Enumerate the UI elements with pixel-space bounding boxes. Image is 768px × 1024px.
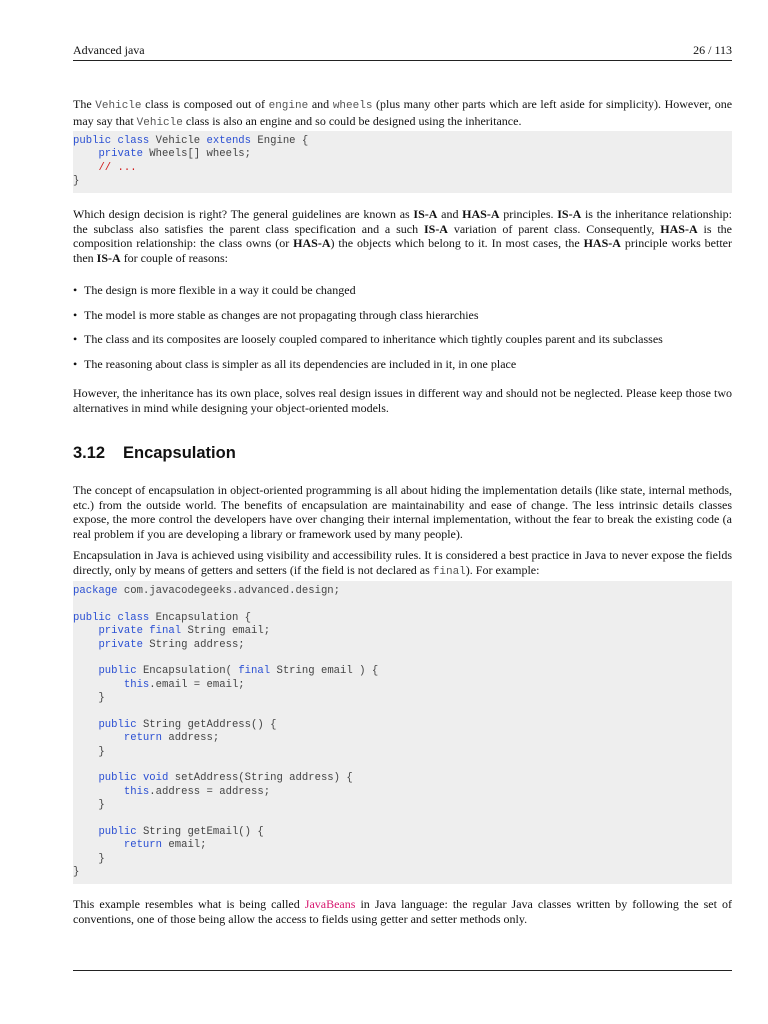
bullet-icon: •: [73, 332, 78, 346]
page-header: [73, 42, 732, 61]
list-item: • The design is more flexible in a way it could be changed: [73, 283, 356, 297]
section-number: 3.12: [73, 444, 106, 462]
footer-rule: [73, 970, 732, 971]
document-page: [73, 0, 732, 1024]
code-block-encapsulation: package com.javacodegeeks.advanced.design; public class Encapsulation { private final String email; private String address; public Encapsulation( final String email ) { this.email = email; } public String getAddress() { return address; } public void setAddress(String address) { this.address = address; } public String getEmail() { return email; } }: [73, 581, 732, 884]
paragraph-encapsulation-concept: The concept of encapsulation in object-oriented programming is all about hiding the implementation details (like state, internal methods, etc.) from the outside world. The benefits of encapsulation are maintainability and ease of change. The less intrinsic details classes expose, the more control the developers have over changing their internal implementation, without the fear to break the existing code (a real problem if you are developing a library or framework used by many people).: [73, 483, 732, 541]
list-item: • The class and its composites are loosely coupled compared to inheritance which tightly couples parent and its subclasses: [73, 332, 663, 346]
paragraph-vehicle-intro: The Vehicle class is composed out of engine and wheels (plus many other parts which are left aside for simplicity). However, one may say that Vehicle class is also an engine and so could be designed using the inheritance.: [73, 97, 733, 129]
section-title: Encapsulation: [123, 444, 236, 462]
bullet-icon: •: [73, 283, 78, 297]
bullet-icon: •: [73, 307, 78, 322]
code-comment: // ...: [98, 161, 137, 174]
paragraph-encapsulation-java: Encapsulation in Java is achieved using visibility and accessibility rules. It is considered a best practice in Java to never expose the fields directly, only by means of getters and setters (if the field is not declared as final). For example:: [73, 548, 732, 578]
paragraph-design-decision: Which design decision is right? The general guidelines are known as IS-A and HAS-A principles. IS-A is the inheritance relationship: the subclass also satisfies the parent class specification and a such IS-A variation of parent class. Consequently, HAS-A is the composition relationship: the class owns (or HAS-A) the objects which belong to it. In most cases, the HAS-A principle works better then IS-A for couple of reasons:: [73, 207, 733, 265]
header-title: Advanced java: [73, 43, 145, 57]
javabeans-link[interactable]: JavaBeans: [304, 897, 356, 911]
inline-code: Vehicle: [95, 100, 142, 112]
bullet-list: [73, 283, 732, 381]
inline-code: Vehicle: [136, 116, 183, 129]
inline-code: wheels: [332, 100, 373, 112]
inline-code: final: [432, 565, 466, 578]
section-heading: [73, 443, 732, 463]
bullet-icon: •: [73, 356, 78, 371]
inline-code: engine: [268, 100, 309, 112]
paragraph-inheritance-place: However, the inheritance has its own place, solves real design issues in different way and should not be neglected. Please keep those two alternatives in mind while designing your object-oriented models.: [73, 386, 732, 415]
code-block-vehicle: public class Vehicle extends Engine { private Wheels[] wheels; // ... }: [73, 131, 732, 193]
paragraph-javabeans: This example resembles what is being called JavaBeans in Java language: the regular Java classes written by following the set of conventions, one of those being allow the access to fields using getter and setter methods only.: [73, 897, 732, 926]
page-number: 26 / 113: [693, 43, 732, 57]
list-item: • The reasoning about class is simpler as all its dependencies are included in it, in one place: [73, 356, 517, 371]
list-item: • The model is more stable as changes are not propagating through class hierarchies: [73, 307, 479, 322]
